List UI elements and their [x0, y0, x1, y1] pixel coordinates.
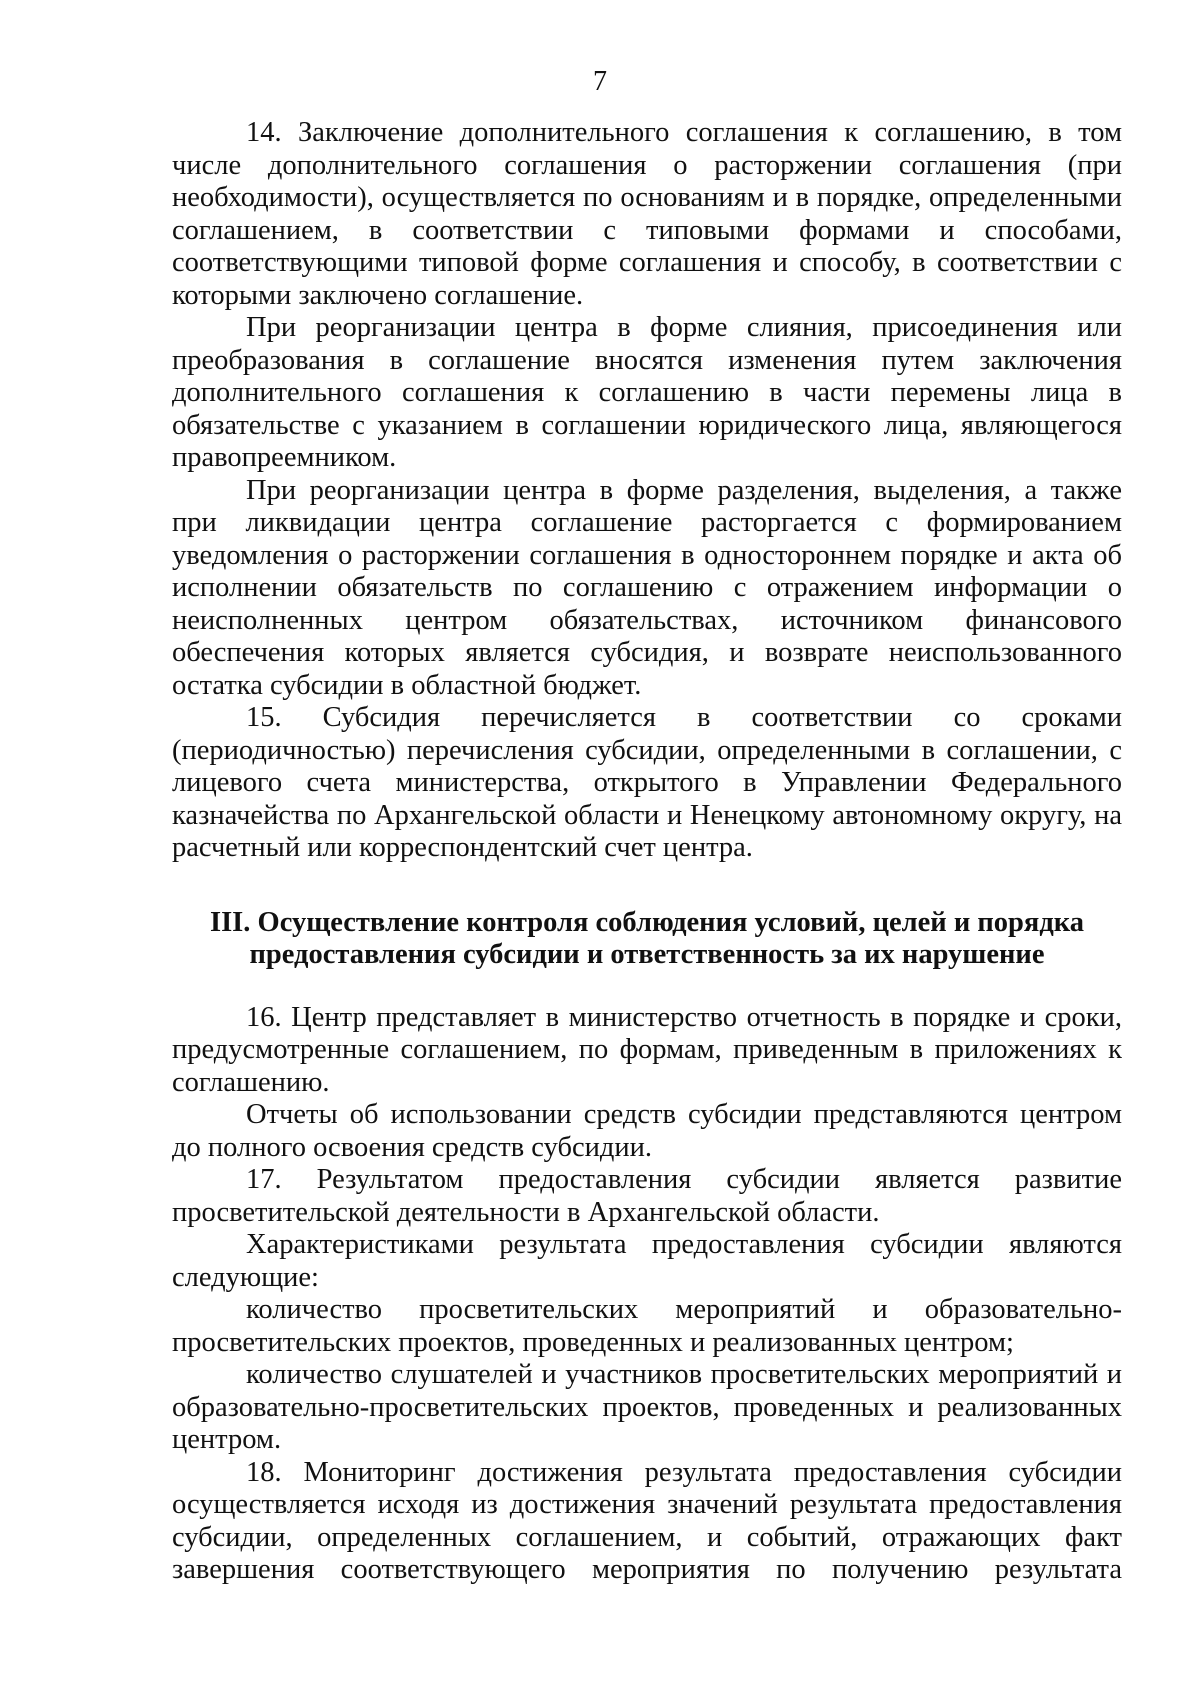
paragraph-17: 17. Результатом предоставления субсидии является развитие просветительской деятельности в Архангельской области.	[172, 1164, 1122, 1228]
paragraph-reorganization-division: При реорганизации центра в форме разделения, выделения, а также при ликвидации центра соглашение расторгается с формированием уведомления о расторжении соглашения в одностороннем порядке и акта об исполнении обязательств по соглашению с отражением информации о неисполненных центром обязательствах, источником финансового обеспечения которых является субсидия, и возврате неиспользованного остатка субсидии в областной бюджет.	[172, 474, 1122, 701]
paragraph-characteristics: Характеристиками результата предоставления субсидии являются следующие:	[172, 1229, 1122, 1293]
page-number: 7	[593, 66, 607, 97]
section-heading-line-2: предоставления субсидии и ответственность за их нарушение	[249, 939, 1045, 970]
paragraph-reorganization-merger: При реорганизации центра в форме слияния, присоединения или преобразования в соглашение вносятся изменения путем заключения дополнительного соглашения к соглашению в части перемены лица в обязательстве с указанием в соглашении юридического лица, являющегося правопреемником.	[172, 312, 1122, 473]
paragraph-18: 18. Мониторинг достижения результата предоставления субсидии осуществляется исходя из достижения значений результата предоставления субсидии, определенных соглашением, и событий, отражающих факт завершения соответствующего мероприятия по получению результата	[172, 1456, 1122, 1585]
paragraph-15: 15. Субсидия перечисляется в соответствии со сроками (периодичностью) перечисления субсидии, определенными в соглашении, с лицевого счета министерства, открытого в Управлении Федерального казначейства по Архангельской области и Ненецкому автономному округу, на расчетный или корреспондентский счет центра.	[172, 702, 1122, 863]
section-heading-line-1: III. Осуществление контроля соблюдения условий, целей и порядка	[210, 906, 1084, 938]
paragraph-16: 16. Центр представляет в министерство отчетность в порядке и сроки, предусмотренные соглашением, по формам, приведенным в приложениях к соглашению.	[172, 1001, 1122, 1098]
paragraph-14: 14. Заключение дополнительного соглашения к соглашению, в том числе дополнительного соглашения о расторжении соглашения (при необходимости), осуществляется по основаниям и в порядке, определенными соглашением, в соответствии с типовыми формами и способами, соответствующими типовой форме соглашения и способу, в соответствии с которыми заключено соглашение.	[172, 117, 1122, 311]
paragraph-reports: Отчеты об использовании средств субсидии представляются центром до полного освоения средств субсидии.	[172, 1099, 1122, 1163]
list-item-events-count: количество просветительских мероприятий и образовательно-просветительских проектов, проведенных и реализованных центром;	[172, 1294, 1122, 1358]
document-body	[172, 117, 1122, 1587]
list-item-participants-count: количество слушателей и участников просветительских мероприятий и образовательно-просветительских проектов, проведенных и реализованных центром.	[172, 1359, 1122, 1455]
spacer	[172, 972, 1122, 1002]
spacer	[172, 865, 1122, 907]
